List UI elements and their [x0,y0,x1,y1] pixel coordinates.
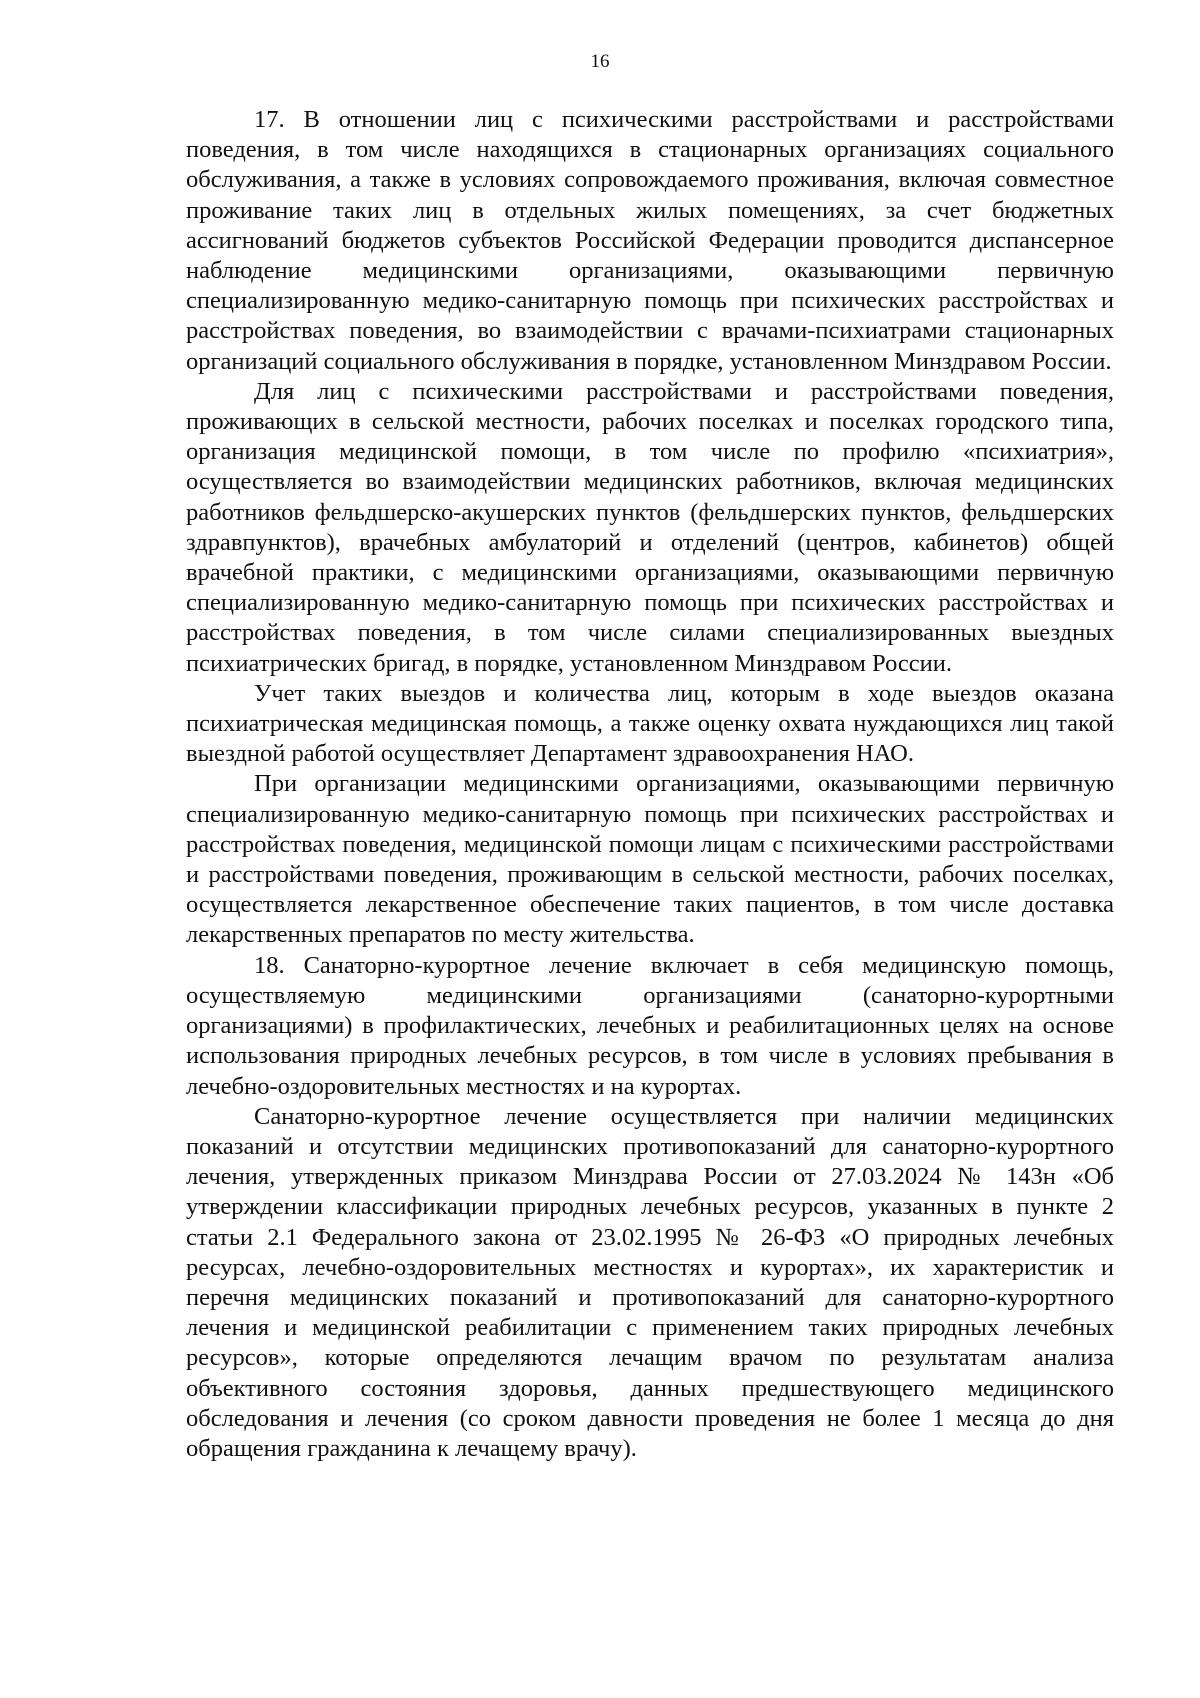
paragraph-rural-psychiatric-care: Для лиц с психическими расстройствами и расстройствами поведения, проживающих в сельской местности, рабочих поселках и поселках городского типа, организация медицинской помощи, в том числе по профилю «психиатрия», осуществляется во взаимодействии медицинских работников, включая медицинских работников фельдшерско-акушерских пунктов (фельдшерских пунктов, фельдшерских здравпунктов), врачебных амбулаторий и отделений (центров, кабинетов) общей врачебной практики, с медицинскими организациями, оказывающими первичную специализированную медико-санитарную помощь при психических расстройствах и расстройствах поведения, в том числе силами специализированных выездных психиатрических бригад, в порядке, установленном Минздравом России. [186,377,1114,677]
paragraph-drug-provision: При организации медицинскими организациями, оказывающими первичную специализированную медико-санитарную помощь при психических расстройствах и расстройствах поведения, медицинской помощи лицам с психическими расстройствами и расстройствами поведения, проживающим в сельской местности, рабочих поселках, осуществляется лекарственное обеспечение таких пациентов, в том числе доставка лекарственных препаратов по месту жительства. [186,770,1114,949]
document-body [186,105,1114,1464]
paragraph-sanatorium-indications: Санаторно-курортное лечение осуществляется при наличии медицинских показаний и отсутствии медицинских противопоказаний для санаторно-курортного лечения, утвержденных приказом Минздрава России от 27.03.2024 № 143н «Об утверждении классификации природных лечебных ресурсов, указанных в пункте 2 статьи 2.1 Федерального закона от 23.02.1995 № 26-ФЗ «О природных лечебных ресурсах, лечебно-оздоровительных местностях и курортах», их характеристик и перечня медицинских показаний и противопоказаний для санаторно-курортного лечения и медицинской реабилитации с применением таких природных лечебных ресурсов», которые определяются лечащим врачом по результатам анализа объективного состояния здоровья, данных предшествующего медицинского обследования и лечения (со сроком давности проведения не более 1 месяца до дня обращения гражданина к лечащему врачу). [186,1102,1114,1462]
paragraph-visits-accounting: Учет таких выездов и количества лиц, которым в ходе выездов оказана психиатрическая медицинская помощь, а также оценку охвата нуждающихся лиц такой выездной работой осуществляет Департамент здравоохранения НАО. [186,679,1114,768]
page-number: 16 [590,51,610,72]
paragraph-18-sanatorium-treatment: 18. Санаторно-курортное лечение включает в себя медицинскую помощь, осуществляемую медицинскими организациями (санаторно-курортными организациями) в профилактических, лечебных и реабилитационных целях на основе использования природных лечебных ресурсов, в том числе в условиях пребывания в лечебно-оздоровительных местностях и на курортах. [186,951,1114,1100]
paragraph-17-dispensary-observation: 17. В отношении лиц с психическими расстройствами и расстройствами поведения, в том числе находящихся в стационарных организациях социального обслуживания, а также в условиях сопровождаемого проживания, включая совместное проживание таких лиц в отдельных жилых помещениях, за счет бюджетных ассигнований бюджетов субъектов Российской Федерации проводится диспансерное наблюдение медицинскими организациями, оказывающими первичную специализированную медико-санитарную помощь при психических расстройствах и расстройствах поведения, во взаимодействии с врачами-психиатрами стационарных организаций социального обслуживания в порядке, установленном Минздравом России. [186,106,1114,375]
